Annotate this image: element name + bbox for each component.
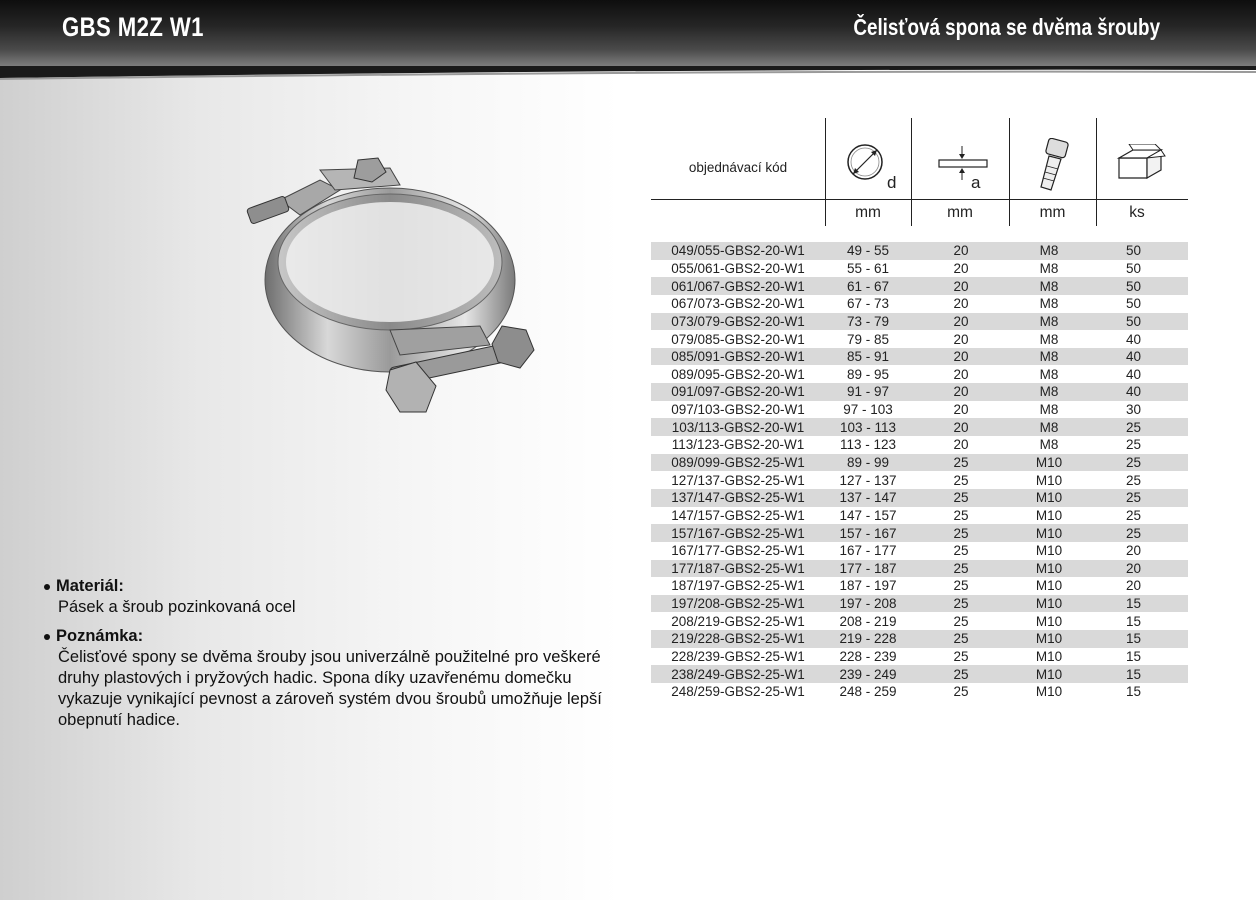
band-width-cell: 20 (953, 260, 969, 276)
bolt-cell: M8 (1039, 349, 1059, 365)
header-bar (0, 0, 1256, 66)
table-row (651, 454, 1188, 472)
table-row (651, 242, 1188, 260)
bolt-cell: M10 (1035, 666, 1063, 682)
pack-qty-cell: 25 (1125, 525, 1142, 541)
band-width-cell: 20 (953, 437, 969, 453)
bolt-cell: M10 (1035, 631, 1063, 647)
bolt-cell: M8 (1039, 366, 1059, 382)
table-row (651, 683, 1188, 701)
order-code-cell: 219/228-GBS2-25-W1 (671, 631, 805, 647)
svg-text:a: a (971, 173, 981, 192)
bolt-cell: M10 (1035, 578, 1063, 594)
order-code-header: objednávací kód (688, 160, 788, 175)
table-row (651, 577, 1188, 595)
table-row (651, 665, 1188, 683)
band-width-cell: 25 (953, 613, 969, 629)
band-width-cell: 25 (953, 490, 969, 506)
table-row (651, 313, 1188, 331)
note-remark (40, 626, 620, 731)
table-row (651, 330, 1188, 348)
diameter-range-cell: 55 - 61 (846, 260, 890, 276)
band-width-cell: 25 (953, 631, 969, 647)
table-row (651, 383, 1188, 401)
diameter-range-cell: 187 - 197 (839, 578, 897, 594)
bolt-cell: M8 (1039, 313, 1059, 329)
band-width-cell: 20 (953, 296, 969, 312)
diameter-range-cell: 219 - 228 (839, 631, 897, 647)
pack-qty-cell: 40 (1125, 349, 1142, 365)
diameter-range-cell: 89 - 95 (846, 366, 890, 382)
order-code-cell: 085/091-GBS2-20-W1 (671, 349, 805, 365)
order-code-cell: 248/259-GBS2-25-W1 (671, 684, 805, 700)
band-width-cell: 20 (953, 419, 969, 435)
unit-label: mm (855, 204, 881, 221)
bolt-cell: M10 (1035, 596, 1063, 612)
diameter-range-cell: 91 - 97 (846, 384, 890, 400)
unit-label: ks (1129, 204, 1145, 221)
diameter-range-cell: 61 - 67 (846, 278, 890, 294)
bolt-cell: M8 (1039, 331, 1059, 347)
band-width-cell: 20 (953, 313, 969, 329)
header-swoosh (0, 64, 1256, 80)
diameter-range-cell: 167 - 177 (839, 543, 897, 559)
order-code-cell: 079/085-GBS2-20-W1 (671, 331, 805, 347)
band-width-cell: 25 (953, 649, 969, 665)
order-code-cell: 197/208-GBS2-25-W1 (671, 596, 805, 612)
pack-qty-cell: 40 (1125, 366, 1142, 382)
diameter-range-cell: 113 - 123 (839, 437, 897, 453)
diameter-range-cell: 85 - 91 (846, 349, 890, 365)
band-width-cell: 20 (953, 384, 969, 400)
diameter-range-cell: 79 - 85 (846, 331, 890, 347)
diameter-range-cell: 137 - 147 (839, 490, 897, 506)
bolt-cell: M10 (1035, 543, 1063, 559)
bolt-cell: M8 (1039, 243, 1059, 259)
pack-qty-cell: 25 (1125, 490, 1142, 506)
pack-qty-cell: 15 (1125, 631, 1142, 647)
bolt-cell: M8 (1039, 437, 1059, 453)
bolt-cell: M10 (1035, 472, 1063, 488)
table-row (651, 277, 1188, 295)
note-text: Pásek a šroub pozinkovaná ocel (58, 598, 296, 616)
table-row (651, 418, 1188, 436)
order-code-cell: 103/113-GBS2-20-W1 (671, 419, 805, 435)
band-width-cell: 20 (953, 278, 969, 294)
pack-qty-cell: 15 (1125, 666, 1142, 682)
table-row (651, 401, 1188, 419)
order-code-cell: 067/073-GBS2-20-W1 (671, 296, 805, 312)
page-title: GBS M2Z W1 (62, 12, 204, 42)
order-code-cell: 113/123-GBS2-20-W1 (671, 437, 805, 453)
table-row (651, 648, 1188, 666)
bolt-icon (1031, 138, 1075, 194)
band-width-cell: 20 (953, 402, 969, 418)
bolt-cell: M8 (1039, 260, 1059, 276)
pack-qty-cell: 50 (1125, 243, 1142, 259)
pack-qty-cell: 15 (1125, 684, 1142, 700)
table-row (651, 507, 1188, 525)
table-row (651, 612, 1188, 630)
band-width-cell: 25 (953, 525, 969, 541)
band-width-cell: 25 (953, 684, 969, 700)
unit-label: mm (947, 204, 973, 221)
pack-qty-cell: 15 (1125, 649, 1142, 665)
diameter-range-cell: 177 - 187 (839, 560, 897, 576)
diameter-range-cell: 103 - 113 (839, 419, 897, 435)
pack-qty-cell: 40 (1125, 331, 1142, 347)
notes-section (40, 576, 620, 739)
diameter-range-cell: 147 - 157 (839, 507, 897, 523)
pack-qty-cell: 20 (1125, 560, 1142, 576)
diameter-icon (843, 140, 903, 192)
order-code-cell: 208/219-GBS2-25-W1 (671, 613, 805, 629)
band-width-cell: 25 (953, 578, 969, 594)
order-code-cell: 127/137-GBS2-25-W1 (671, 472, 805, 488)
order-code-cell: 073/079-GBS2-20-W1 (671, 313, 805, 329)
bolt-cell: M8 (1039, 384, 1059, 400)
diameter-range-cell: 73 - 79 (846, 313, 890, 329)
pack-qty-cell: 30 (1125, 402, 1142, 418)
bolt-cell: M10 (1035, 684, 1063, 700)
pack-qty-cell: 15 (1125, 596, 1142, 612)
table-row (651, 295, 1188, 313)
note-text: Čelisťové spony se dvěma šrouby jsou univerzálně použitelné pro veškeré druhy plastových i pryžových hadic. Spona díky uzavřenému domečku vykazuje vynikající pevnost a zároveň systém dvou šroubů umožňuje lepší obepnutí hadice. (58, 648, 602, 729)
band-width-cell: 20 (953, 366, 969, 382)
order-code-cell: 157/167-GBS2-25-W1 (671, 525, 805, 541)
band-width-cell: 20 (953, 331, 969, 347)
order-code-cell: 228/239-GBS2-25-W1 (671, 649, 805, 665)
bolt-cell: M8 (1039, 278, 1059, 294)
bolt-cell: M10 (1035, 455, 1063, 470)
bolt-cell: M8 (1039, 296, 1059, 312)
bolt-cell: M8 (1039, 419, 1059, 435)
table-row (651, 348, 1188, 366)
table-row (651, 595, 1188, 613)
table-row (651, 436, 1188, 454)
diameter-range-cell: 157 - 167 (839, 525, 897, 541)
pack-qty-cell: 50 (1125, 260, 1142, 276)
bullet-icon (44, 634, 50, 640)
band-width-cell: 25 (953, 507, 969, 523)
bolt-cell: M8 (1039, 402, 1059, 418)
pack-qty-cell: 15 (1125, 613, 1142, 629)
table-row (651, 630, 1188, 648)
pack-qty-cell: 25 (1125, 419, 1142, 435)
order-code-cell: 089/095-GBS2-20-W1 (671, 366, 805, 382)
note-heading: Poznámka: (56, 627, 144, 645)
bolt-cell: M10 (1035, 613, 1063, 629)
note-heading: Materiál: (56, 577, 124, 595)
pack-qty-cell: 20 (1125, 543, 1142, 559)
band-width-cell: 20 (953, 349, 969, 365)
table-row (651, 560, 1188, 578)
note-material (40, 576, 620, 618)
band-width-cell: 25 (953, 455, 969, 470)
bolt-cell: M10 (1035, 507, 1063, 523)
order-code-cell: 055/061-GBS2-20-W1 (671, 260, 805, 276)
diameter-range-cell: 127 - 137 (839, 472, 897, 488)
table-row (651, 524, 1188, 542)
band-width-cell: 25 (953, 543, 969, 559)
pack-qty-cell: 25 (1125, 437, 1142, 453)
band-width-cell: 25 (953, 560, 969, 576)
diameter-range-cell: 208 - 219 (839, 613, 897, 629)
band-width-icon (937, 144, 993, 192)
pack-qty-cell: 50 (1125, 296, 1142, 312)
order-code-cell: 097/103-GBS2-20-W1 (671, 402, 805, 418)
diameter-range-cell: 228 - 239 (839, 649, 897, 665)
pack-qty-cell: 25 (1125, 507, 1142, 523)
pipe-clamp-photo (240, 150, 550, 425)
diameter-range-cell: 239 - 249 (839, 666, 897, 682)
diameter-range-cell: 248 - 259 (839, 684, 897, 700)
order-code-cell: 091/097-GBS2-20-W1 (671, 384, 805, 400)
box-icon (1113, 144, 1169, 184)
band-width-cell: 25 (953, 472, 969, 488)
order-code-cell: 147/157-GBS2-25-W1 (671, 507, 805, 523)
bolt-cell: M10 (1035, 560, 1063, 576)
pack-qty-cell: 50 (1125, 278, 1142, 294)
order-code-cell: 187/197-GBS2-25-W1 (671, 578, 805, 594)
pack-qty-cell: 40 (1125, 384, 1142, 400)
band-width-cell: 25 (953, 666, 969, 682)
diameter-range-cell: 89 - 99 (846, 455, 890, 470)
svg-text:d: d (887, 173, 897, 192)
band-width-cell: 25 (953, 596, 969, 612)
order-code-cell: 238/249-GBS2-25-W1 (671, 666, 805, 682)
table-row (651, 260, 1188, 278)
diameter-range-cell: 97 - 103 (843, 402, 893, 418)
order-code-cell: 167/177-GBS2-25-W1 (671, 543, 805, 559)
order-code-cell: 177/187-GBS2-25-W1 (671, 560, 805, 576)
order-code-cell: 137/147-GBS2-25-W1 (671, 490, 805, 506)
diameter-range-cell: 197 - 208 (839, 596, 897, 612)
table-row (651, 542, 1188, 560)
order-code-cell: 049/055-GBS2-20-W1 (671, 243, 805, 259)
bolt-cell: M10 (1035, 490, 1063, 506)
diameter-range-cell: 49 - 55 (846, 243, 890, 259)
product-table (651, 242, 1188, 701)
table-row (651, 365, 1188, 383)
band-width-cell: 20 (953, 243, 969, 259)
order-code-cell: 089/099-GBS2-25-W1 (671, 455, 805, 470)
unit-label: mm (1039, 204, 1066, 221)
bolt-cell: M10 (1035, 649, 1063, 665)
page-subtitle: Čelisťová spona se dvěma šrouby (853, 14, 1160, 40)
table-header (651, 118, 1188, 226)
diameter-range-cell: 67 - 73 (846, 296, 890, 312)
pack-qty-cell: 50 (1125, 313, 1142, 329)
bullet-icon (44, 584, 50, 590)
bolt-cell: M10 (1035, 525, 1063, 541)
pack-qty-cell: 25 (1125, 455, 1142, 470)
pack-qty-cell: 25 (1125, 472, 1142, 488)
pack-qty-cell: 20 (1125, 578, 1142, 594)
table-row (651, 471, 1188, 489)
table-row (651, 489, 1188, 507)
order-code-cell: 061/067-GBS2-20-W1 (671, 278, 805, 294)
